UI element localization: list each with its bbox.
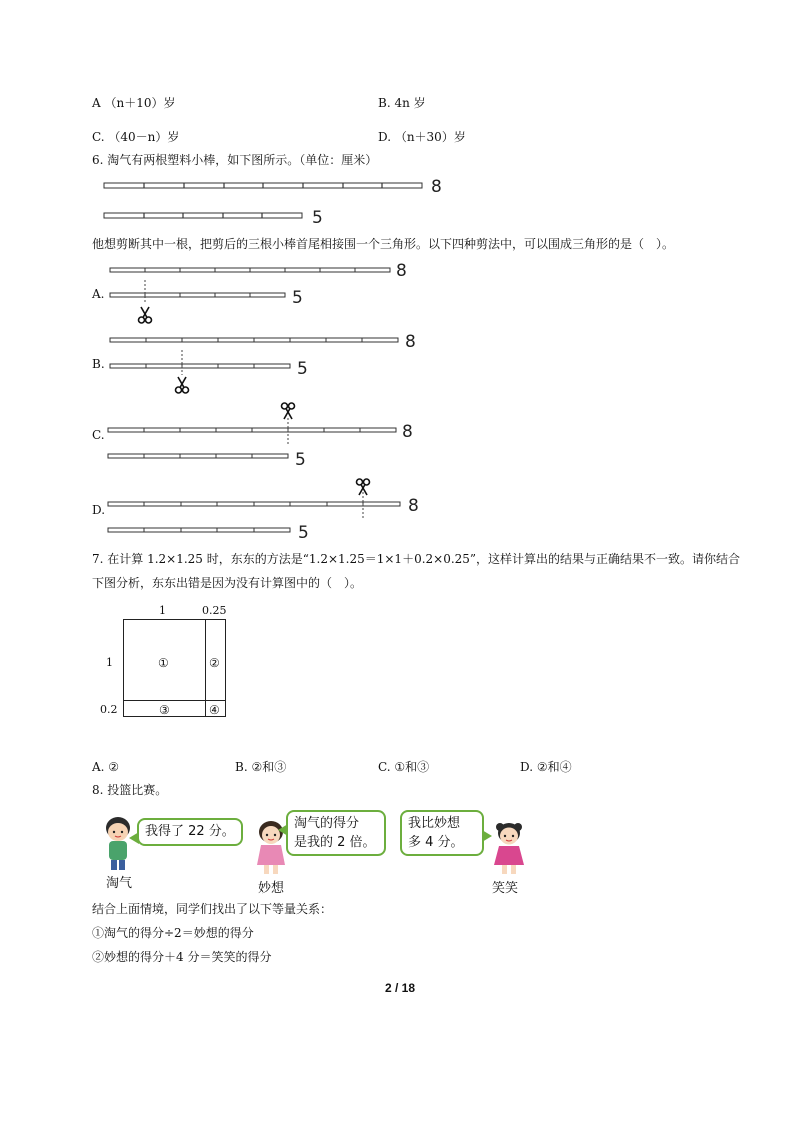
grid-cell-2: ② <box>209 656 220 670</box>
q8-stem: 8. 投篮比赛。 <box>92 783 168 797</box>
option-c-short-label: 5 <box>295 450 306 470</box>
option-b-long-stick <box>110 338 398 342</box>
option-d-short-label: 5 <box>298 523 309 543</box>
q5-option-a: A （n＋10）岁 <box>92 96 176 110</box>
q6-prompt: 他想剪断其中一根，把剪后的三根小棒首尾相接围一个三角形。以下四种剪法中，可以围成三角形的是（ ）。 <box>92 237 675 251</box>
option-a-long-stick <box>110 268 390 272</box>
intro-short-stick <box>104 213 302 218</box>
q8-intro: 结合上面情境，同学们找出了以下等量关系： <box>92 902 333 916</box>
bubble-miaoxiang-line2: 是我的 2 倍。 <box>294 835 376 850</box>
name-xiaoxiao: 笑笑 <box>492 881 519 896</box>
q6-option-a-label: A. <box>92 287 105 301</box>
name-miaoxiang: 妙想 <box>258 881 285 896</box>
grid-cell-1: ① <box>158 656 169 670</box>
option-b-short-stick <box>110 364 290 368</box>
q7-option-d: D. ②和④ <box>520 760 572 774</box>
taoqi-boy-figure <box>96 814 140 874</box>
page-number: 2 / 18 <box>385 981 416 995</box>
q6-stem: 6. 淘气有两根塑料小棒，如下图所示。（单位：厘米） <box>92 153 378 167</box>
intro-short-label: 5 <box>312 208 323 228</box>
option-b-short-label: 5 <box>297 359 308 379</box>
q7-stem-line1: 7. 在计算 1.2×1.25 时，东东的方法是“1.2×1.25＝1×1＋0.2×0.25”，这样计算出的结果与正确结果不一致。请你结合 <box>92 552 741 566</box>
name-taoqi: 淘气 <box>106 876 133 891</box>
speech-bubble-taoqi <box>137 818 243 846</box>
q8-relation-2: ②妙想的得分＋4 分＝笑笑的得分 <box>92 950 272 964</box>
q7-stem-line2: 下图分析，东东出错是因为没有计算图中的（ ）。 <box>92 576 363 590</box>
q6-option-d-label: D. <box>92 503 106 517</box>
bubble-xiaoxiao-line1: 我比妙想 <box>408 816 461 831</box>
option-d-short-stick <box>108 528 290 532</box>
q7-option-b: B. ②和③ <box>235 760 287 774</box>
grid-top-label-1: 1 <box>159 604 166 617</box>
q5-option-b: B. 4n 岁 <box>378 96 426 110</box>
xiaoxiao-girl-figure <box>487 818 531 878</box>
intro-long-label: 8 <box>431 177 442 197</box>
option-c-long-stick <box>108 428 396 432</box>
option-d-long-label: 8 <box>408 496 419 516</box>
bubble-taoqi-text: 我得了 22 分。 <box>145 824 235 839</box>
option-c-long-label: 8 <box>402 422 413 442</box>
option-d-long-stick <box>108 502 400 506</box>
q5-option-c: C. （40－n）岁 <box>92 130 180 144</box>
q8-relation-1: ①淘气的得分÷2＝妙想的得分 <box>92 926 254 940</box>
speech-bubble-xiaoxiao <box>400 810 484 856</box>
grid-left-label-2: 0.2 <box>100 703 118 716</box>
q5-option-d: D. （n＋30）岁 <box>378 130 466 144</box>
scissors-icon <box>282 403 295 419</box>
scissors-icon <box>139 307 152 323</box>
grid-left-label-1: 1 <box>106 656 113 669</box>
q6-option-b-label: B. <box>92 357 105 371</box>
grid-cell-3: ③ <box>159 703 170 717</box>
q6-option-c-label: C. <box>92 428 105 442</box>
speech-bubble-miaoxiang <box>286 810 386 856</box>
q7-option-a: A. ② <box>92 760 120 774</box>
scissors-icon <box>176 377 189 393</box>
q7-option-c: C. ①和③ <box>378 760 430 774</box>
grid-top-label-2: 0.25 <box>202 604 227 617</box>
grid-cell-4: ④ <box>209 703 220 717</box>
bubble-miaoxiang-line1: 淘气的得分 <box>294 816 360 831</box>
option-a-long-label: 8 <box>396 261 407 281</box>
bubble-xiaoxiao-line2: 多 4 分。 <box>408 835 464 850</box>
option-a-short-stick <box>110 293 285 297</box>
option-a-short-label: 5 <box>292 288 303 308</box>
option-b-long-label: 8 <box>405 332 416 352</box>
intro-long-stick <box>104 183 422 188</box>
option-c-short-stick <box>108 454 288 458</box>
